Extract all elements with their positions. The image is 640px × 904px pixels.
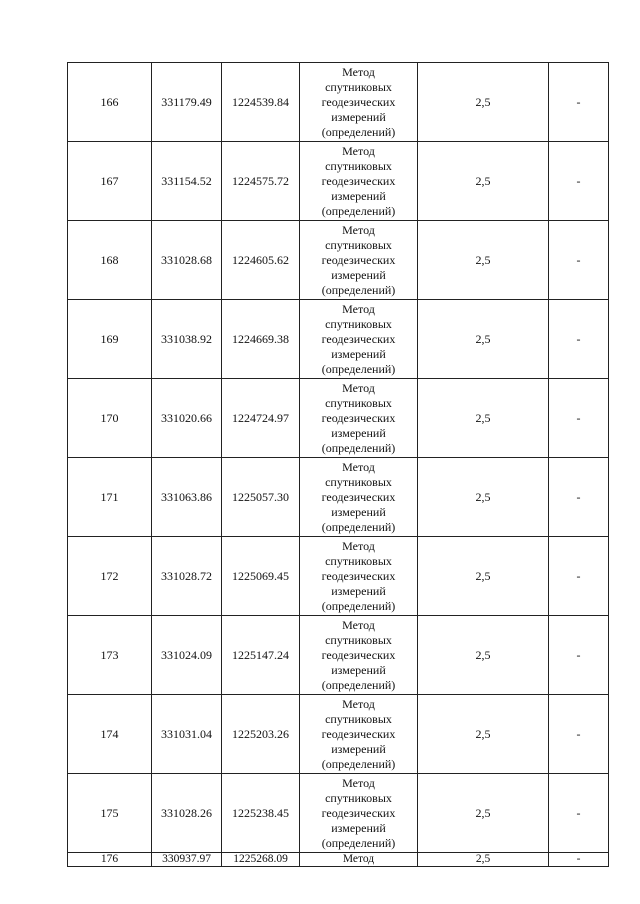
method-text: Метод спутниковых геодезических измерений (определений) — [321, 617, 396, 692]
accuracy-cell — [418, 300, 549, 379]
method-text: Метод спутниковых геодезических измерений (определений) — [321, 538, 396, 613]
accuracy-cell — [418, 695, 549, 774]
point-number-text: 175 — [100, 805, 119, 820]
table-row — [68, 63, 609, 142]
x-coordinate-text: 331179.49 — [161, 94, 212, 109]
point-number-cell — [68, 379, 152, 458]
method-cell — [300, 616, 418, 695]
note-cell — [549, 63, 609, 142]
y-coordinate-text: 1225057.30 — [232, 489, 289, 504]
note-cell — [549, 142, 609, 221]
x-coordinate-text: 331028.26 — [161, 805, 212, 820]
method-cell — [300, 695, 418, 774]
point-number-cell — [68, 221, 152, 300]
accuracy-text: 2,5 — [475, 568, 491, 583]
x-coordinate-text: 331028.72 — [161, 568, 212, 583]
table-row — [68, 458, 609, 537]
accuracy-cell — [418, 221, 549, 300]
y-coordinate-text: 1225069.45 — [232, 568, 289, 583]
accuracy-cell — [418, 853, 549, 867]
x-coordinate-text: 331024.09 — [161, 647, 212, 662]
accuracy-text: 2,5 — [475, 410, 491, 425]
method-cell — [300, 774, 418, 853]
table-row — [68, 853, 609, 867]
accuracy-text: 2,5 — [475, 489, 491, 504]
point-number-text: 170 — [100, 410, 119, 425]
table-row — [68, 300, 609, 379]
accuracy-cell — [418, 458, 549, 537]
accuracy-cell — [418, 616, 549, 695]
table-row — [68, 616, 609, 695]
x-coordinate-text: 331031.04 — [161, 726, 212, 741]
method-cell — [300, 221, 418, 300]
note-cell — [549, 221, 609, 300]
method-text: Метод спутниковых геодезических измерений (определений) — [321, 775, 396, 850]
y-coordinate-text: 1224724.97 — [232, 410, 289, 425]
y-coordinate-text: 1224575.72 — [232, 173, 289, 188]
x-coordinate-cell — [152, 695, 222, 774]
note-text: - — [576, 647, 581, 662]
note-text: - — [576, 726, 581, 741]
note-text: - — [576, 252, 581, 267]
x-coordinate-text: 331028.68 — [161, 252, 212, 267]
method-cell — [300, 142, 418, 221]
y-coordinate-cell — [222, 142, 300, 221]
accuracy-text: 2,5 — [475, 726, 491, 741]
accuracy-cell — [418, 379, 549, 458]
x-coordinate-text: 331063.86 — [161, 489, 212, 504]
y-coordinate-text: 1224669.38 — [232, 331, 289, 346]
y-coordinate-cell — [222, 300, 300, 379]
method-cell — [300, 63, 418, 142]
method-cell — [300, 853, 418, 867]
x-coordinate-cell — [152, 537, 222, 616]
y-coordinate-text: 1225238.45 — [232, 805, 289, 820]
method-text: Метод спутниковых геодезических измерений (определений) — [321, 380, 396, 455]
y-coordinate-cell — [222, 616, 300, 695]
x-coordinate-text: 331038.92 — [161, 331, 212, 346]
point-number-cell — [68, 537, 152, 616]
note-cell — [549, 695, 609, 774]
point-number-text: 171 — [100, 489, 119, 504]
x-coordinate-cell — [152, 63, 222, 142]
note-text: - — [576, 805, 581, 820]
point-number-cell — [68, 616, 152, 695]
y-coordinate-text: 1224605.62 — [232, 252, 289, 267]
method-text: Метод спутниковых геодезических измерений (определений) — [321, 696, 396, 771]
accuracy-cell — [418, 537, 549, 616]
point-number-cell — [68, 774, 152, 853]
y-coordinate-cell — [222, 379, 300, 458]
note-text: - — [576, 94, 581, 109]
note-text: - — [576, 410, 581, 425]
x-coordinate-cell — [152, 774, 222, 853]
y-coordinate-cell — [222, 221, 300, 300]
y-coordinate-cell — [222, 458, 300, 537]
y-coordinate-text: 1225203.26 — [232, 726, 289, 741]
method-text: Метод — [342, 853, 375, 865]
coordinates-table — [67, 62, 609, 867]
coordinates-table-body — [68, 63, 609, 867]
note-text: - — [576, 853, 581, 865]
x-coordinate-cell — [152, 853, 222, 867]
table-row — [68, 537, 609, 616]
point-number-text: 176 — [100, 853, 119, 865]
x-coordinate-cell — [152, 458, 222, 537]
accuracy-text: 2,5 — [475, 647, 491, 662]
accuracy-text: 2,5 — [475, 853, 491, 865]
method-text: Метод спутниковых геодезических измерений (определений) — [321, 301, 396, 376]
accuracy-text: 2,5 — [475, 331, 491, 346]
x-coordinate-cell — [152, 300, 222, 379]
note-cell — [549, 379, 609, 458]
note-cell — [549, 853, 609, 867]
y-coordinate-cell — [222, 63, 300, 142]
accuracy-text: 2,5 — [475, 805, 491, 820]
accuracy-text: 2,5 — [475, 173, 491, 188]
point-number-cell — [68, 142, 152, 221]
method-text: Метод спутниковых геодезических измерений (определений) — [321, 459, 396, 534]
point-number-cell — [68, 63, 152, 142]
point-number-text: 173 — [100, 647, 119, 662]
table-row — [68, 774, 609, 853]
y-coordinate-text: 1224539.84 — [232, 94, 289, 109]
method-cell — [300, 300, 418, 379]
table-row — [68, 695, 609, 774]
point-number-text: 172 — [100, 568, 119, 583]
x-coordinate-text: 331020.66 — [161, 410, 212, 425]
table-row — [68, 379, 609, 458]
y-coordinate-cell — [222, 695, 300, 774]
note-text: - — [576, 568, 581, 583]
note-cell — [549, 458, 609, 537]
x-coordinate-cell — [152, 221, 222, 300]
x-coordinate-cell — [152, 616, 222, 695]
note-cell — [549, 300, 609, 379]
y-coordinate-cell — [222, 774, 300, 853]
x-coordinate-cell — [152, 142, 222, 221]
accuracy-cell — [418, 774, 549, 853]
accuracy-cell — [418, 142, 549, 221]
note-cell — [549, 774, 609, 853]
note-cell — [549, 537, 609, 616]
x-coordinate-text: 330937.97 — [162, 853, 211, 865]
point-number-cell — [68, 853, 152, 867]
x-coordinate-cell — [152, 379, 222, 458]
y-coordinate-text: 1225147.24 — [232, 647, 289, 662]
y-coordinate-cell — [222, 537, 300, 616]
point-number-text: 166 — [100, 94, 119, 109]
point-number-text: 167 — [100, 173, 119, 188]
method-cell — [300, 458, 418, 537]
accuracy-text: 2,5 — [475, 94, 491, 109]
method-text: Метод спутниковых геодезических измерений (определений) — [321, 222, 396, 297]
note-text: - — [576, 331, 581, 346]
y-coordinate-text: 1225268.09 — [233, 853, 288, 865]
method-text: Метод спутниковых геодезических измерений (определений) — [321, 143, 396, 218]
method-cell — [300, 537, 418, 616]
note-text: - — [576, 173, 581, 188]
note-cell — [549, 616, 609, 695]
point-number-cell — [68, 300, 152, 379]
point-number-cell — [68, 458, 152, 537]
point-number-text: 168 — [100, 252, 119, 267]
point-number-cell — [68, 695, 152, 774]
accuracy-text: 2,5 — [475, 252, 491, 267]
method-text: Метод спутниковых геодезических измерений (определений) — [321, 64, 396, 139]
table-row — [68, 221, 609, 300]
note-text: - — [576, 489, 581, 504]
method-cell — [300, 379, 418, 458]
x-coordinate-text: 331154.52 — [161, 173, 212, 188]
y-coordinate-cell — [222, 853, 300, 867]
point-number-text: 174 — [100, 726, 119, 741]
table-row — [68, 142, 609, 221]
accuracy-cell — [418, 63, 549, 142]
point-number-text: 169 — [100, 331, 119, 346]
